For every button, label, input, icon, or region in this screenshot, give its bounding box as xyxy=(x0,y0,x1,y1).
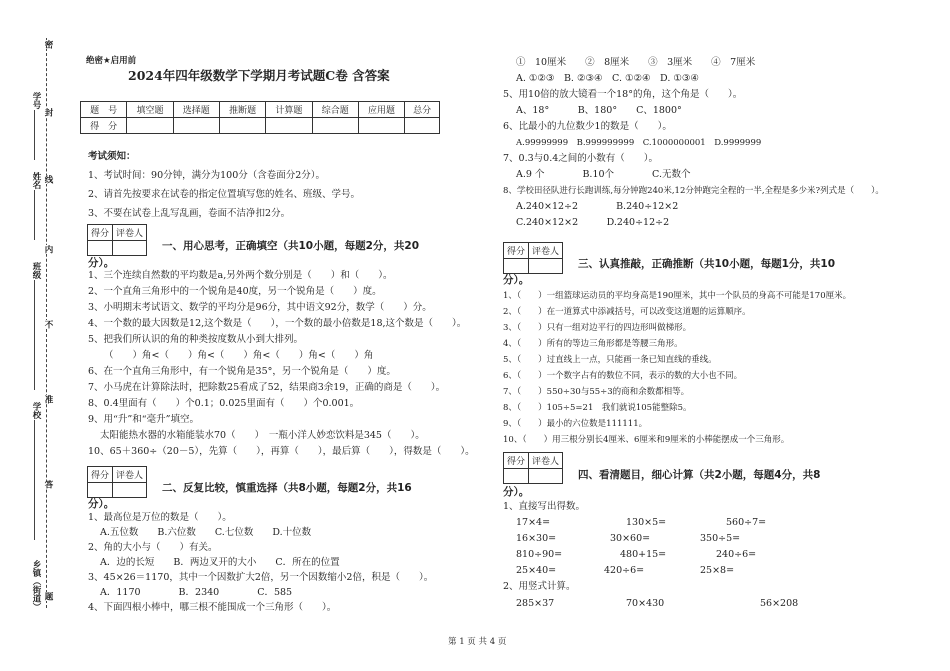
label-school: 学校 xyxy=(31,402,41,419)
score-table-cell: 综合题 xyxy=(312,102,358,118)
question-line: 9、（ ）最小的六位数是111111。 xyxy=(503,419,648,429)
label-township: 乡镇（街道） xyxy=(31,560,41,611)
question-line: 1、（ ）一组篮球运动员的平均身高是190厘米，其中一个队员的身高不可能是170厘米。 xyxy=(503,291,852,301)
line-school xyxy=(34,420,35,540)
question-line: C.240×12×2 D.240÷12÷2 xyxy=(516,217,670,228)
seal-char: 准 xyxy=(43,395,53,404)
seal-char: 不 xyxy=(43,320,53,329)
calc-item: 25×40= xyxy=(516,565,557,576)
question-line: 3、小明期末考试语文、数学的平均分是96分，其中语文92分，数学（ ）分。 xyxy=(88,302,432,313)
question-line: 8、学校田径队进行长跑训练,每分钟跑240米,12分钟跑完全程的一半,全程是多少米?列式是（ ）。 xyxy=(503,186,884,196)
page-number: 第 1 页 共 4 页 xyxy=(448,637,507,647)
section-3-title: 三、认真推敲，正确推断（共10小题，每题1分，共10 xyxy=(578,258,836,270)
section-2-title: 二、反复比较，慎重选择（共8小题，每题2分，共16 xyxy=(162,482,412,494)
question-line: 7、小马虎在计算除法时，把除数25看成了52，结果商3余19，正确的商是（ ）。 xyxy=(88,382,446,393)
grader-reviewer-cell[interactable] xyxy=(113,483,147,498)
question-line: A.9 个 B.10个 C.无数个 xyxy=(516,169,691,180)
score-input-cell[interactable] xyxy=(219,118,265,134)
question-line: 2、（ ）在一道算式中添减括号，可以改变这道题的运算顺序。 xyxy=(503,307,751,317)
line-name xyxy=(34,190,35,240)
score-table-cell: 推断题 xyxy=(219,102,265,118)
question-line: A、18° B、180° C、1800° xyxy=(516,105,682,116)
question-line: 10、65＋360÷（20－5），先算（ ），再算（ ），最后算（ ），得数是（ ）。 xyxy=(88,446,475,457)
line-student-id xyxy=(34,110,35,160)
calc-item: 810÷90= xyxy=(516,549,563,560)
question-line: 1、三个连续自然数的平均数是a,另外两个数分别是（ ）和（ ）。 xyxy=(88,270,393,281)
question-line: 6、在一个直角三角形中，有一个锐角是35°，另一个锐角是（ ）度。 xyxy=(88,366,396,377)
question-line: 10、（ ）用三根分别长4厘米、6厘米和9厘米的小棒能摆成一个三角形。 xyxy=(503,435,790,445)
question-line: A.99999999 B.999999999 C.1000000001 D.9999999 xyxy=(516,138,762,148)
calc-item: 17×4= xyxy=(516,517,551,528)
seal-char: 密 xyxy=(43,40,53,49)
question-line: 3、（ ）只有一组对边平行的四边形叫做梯形。 xyxy=(503,323,692,333)
grader-reviewer-cell[interactable] xyxy=(529,469,563,484)
grader-score-label: 得分 xyxy=(504,453,529,469)
question-line: 7、（ ）550÷30与55÷3的商和余数都相等。 xyxy=(503,387,690,397)
section-2-title-tail: 分）。 xyxy=(88,498,115,510)
grader-score-label: 得分 xyxy=(88,225,113,241)
score-table xyxy=(80,101,440,134)
calc-item: 240÷6= xyxy=(716,549,757,560)
notice-heading: 考试须知： xyxy=(88,151,136,162)
calc-item: 350÷5= xyxy=(700,533,741,544)
question-line: 6、比最小的九位数少1的数是（ ）。 xyxy=(503,121,672,132)
question-line: 6、（ ）一个数字占有的数位不同，表示的数的大小也不同。 xyxy=(503,371,743,381)
score-table-cell: 选择题 xyxy=(173,102,219,118)
grader-box xyxy=(87,466,147,498)
question-line: A. ①②③ B. ②③④ C. ①②④ D. ①③④ xyxy=(516,73,699,84)
question-line: A．边的长短 B．两边叉开的大小 C．所在的位置 xyxy=(100,557,340,568)
calc-item: 16×30= xyxy=(516,533,557,544)
question-line: 2、用竖式计算。 xyxy=(503,581,576,592)
notice-item: 3、不要在试卷上乱写乱画，卷面不洁净扣2分。 xyxy=(88,208,291,219)
calc-item: 30×60= xyxy=(610,533,651,544)
question-line: 5、（ ）过直线上一点，只能画一条已知直线的垂线。 xyxy=(503,355,717,365)
score-input-cell[interactable] xyxy=(312,118,358,134)
section-1-title-tail: 分）。 xyxy=(88,257,115,269)
question-line: A.五位数 B.六位数 C.七位数 D.十位数 xyxy=(100,527,312,538)
score-input-cell[interactable] xyxy=(127,118,173,134)
question-line: 2、角的大小与（ ）有关。 xyxy=(88,542,218,553)
question-line: 7、0.3与0.4之间的小数有（ ）。 xyxy=(503,153,659,164)
question-line: 8、（ ）105÷5=21 我们就说105能整除5。 xyxy=(503,403,692,413)
calc-item: 25×8= xyxy=(700,565,735,576)
label-class: 班级 xyxy=(31,262,41,279)
calc-item: 420÷6= xyxy=(604,565,645,576)
seal-char: 封 xyxy=(43,108,53,117)
grader-score-cell[interactable] xyxy=(504,469,529,484)
section-4-title: 四、看清题目，细心计算（共2小题，每题4分，共8 xyxy=(578,469,821,481)
score-input-cell[interactable] xyxy=(405,118,440,134)
question-line: ① 10厘米 ② 8厘米 ③ 3厘米 ④ 7厘米 xyxy=(516,57,756,68)
secret-label: 绝密★启用前 xyxy=(86,56,137,66)
section-3-title-tail: 分）。 xyxy=(503,274,530,286)
grader-score-label: 得分 xyxy=(504,243,529,259)
question-line: 1、最高位是万位的数是（ ）。 xyxy=(88,512,232,523)
calc-item: 560÷7= xyxy=(726,517,767,528)
question-line: 5、用10倍的放大镜看一个18°的角，这个角是（ ）。 xyxy=(503,89,743,100)
section-4-title-tail: 分）。 xyxy=(503,486,530,498)
score-table-cell: 计算题 xyxy=(266,102,312,118)
page-title: 2024年四年级数学下学期月考试题C卷 含答案 xyxy=(128,68,390,83)
question-line: （ ）角<（ ）角<（ ）角<（ ）角<（ ）角 xyxy=(104,350,374,361)
seal-char: 内 xyxy=(43,245,53,254)
question-line: 4、一个数的最大因数是12,这个数是（ ），一个数的最小倍数是18,这个数是（ ）。 xyxy=(88,318,467,329)
score-table-header-row xyxy=(81,102,440,118)
calc-item: 480+15= xyxy=(620,549,667,560)
score-table-cell: 总分 xyxy=(405,102,440,118)
grader-reviewer-label: 评卷人 xyxy=(529,243,563,259)
seal-char: 题 xyxy=(43,592,53,601)
grader-score-label: 得分 xyxy=(88,467,113,483)
grader-score-cell[interactable] xyxy=(88,483,113,498)
line-class xyxy=(34,280,35,390)
grader-reviewer-cell[interactable] xyxy=(113,241,147,256)
score-input-cell[interactable] xyxy=(266,118,312,134)
question-line: 9、用“升”和“毫升”填空。 xyxy=(88,414,199,425)
vertical-calc-item: 56×208 xyxy=(760,598,799,609)
grader-reviewer-cell[interactable] xyxy=(529,259,563,274)
seal-char: 线 xyxy=(43,175,53,184)
score-table-cell: 应用题 xyxy=(358,102,404,118)
label-name: 姓名 xyxy=(31,172,41,189)
question-line: A．1170 B．2340 C．585 xyxy=(100,587,293,598)
label-student-id: 学号 xyxy=(31,92,41,109)
score-input-cell[interactable] xyxy=(173,118,219,134)
score-input-cell[interactable] xyxy=(358,118,404,134)
score-table-score-row xyxy=(81,118,440,134)
notice-item: 1、考试时间：90分钟，满分为100分（含卷面分2分）。 xyxy=(88,170,326,181)
seal-char: 答 xyxy=(43,480,53,489)
grader-reviewer-label: 评卷人 xyxy=(113,467,147,483)
grader-reviewer-label: 评卷人 xyxy=(529,453,563,469)
question-line: 4、（ ）所有的等边三角形都是等腰三角形。 xyxy=(503,339,683,349)
score-table-cell: 题 号 xyxy=(81,102,127,118)
grader-box xyxy=(503,242,563,274)
score-table-cell: 填空题 xyxy=(127,102,173,118)
grader-reviewer-label: 评卷人 xyxy=(113,225,147,241)
score-table-cell: 得 分 xyxy=(81,118,127,134)
question-line: 1、直接写出得数。 xyxy=(503,501,586,512)
question-line: 2、一个直角三角形中的一个锐角是40度，另一个锐角是（ ）度。 xyxy=(88,286,382,297)
question-line: 8、0.4里面有（ ）个0.1；0.025里面有（ ）个0.001。 xyxy=(88,398,360,409)
vertical-calc-item: 70×430 xyxy=(626,598,665,609)
grader-box xyxy=(87,224,147,256)
vertical-calc-item: 285×37 xyxy=(516,598,555,609)
question-line: 3、45×26＝1170，其中一个因数扩大2倍，另一个因数缩小2倍，积是（ ）。 xyxy=(88,572,434,583)
grader-score-cell[interactable] xyxy=(504,259,529,274)
question-line: 太阳能热水器的水箱能装水70（ ） 一瓶小洋人妙恋饮料是345（ ）。 xyxy=(100,430,425,441)
question-line: 5、把我们所认识的角的种类按度数从小到大排列。 xyxy=(88,334,304,345)
section-1-title: 一、用心思考，正确填空（共10小题，每题2分，共20 xyxy=(162,240,420,252)
notice-item: 2、请首先按要求在试卷的指定位置填写您的姓名、班级、学号。 xyxy=(88,189,361,200)
calc-item: 130×5= xyxy=(626,517,667,528)
grader-box xyxy=(503,452,563,484)
grader-score-cell[interactable] xyxy=(88,241,113,256)
question-line: A.240×12÷2 B.240÷12×2 xyxy=(516,201,679,212)
question-line: 4、下面四根小棒中，哪三根不能围成一个三角形（ ）。 xyxy=(88,602,337,613)
